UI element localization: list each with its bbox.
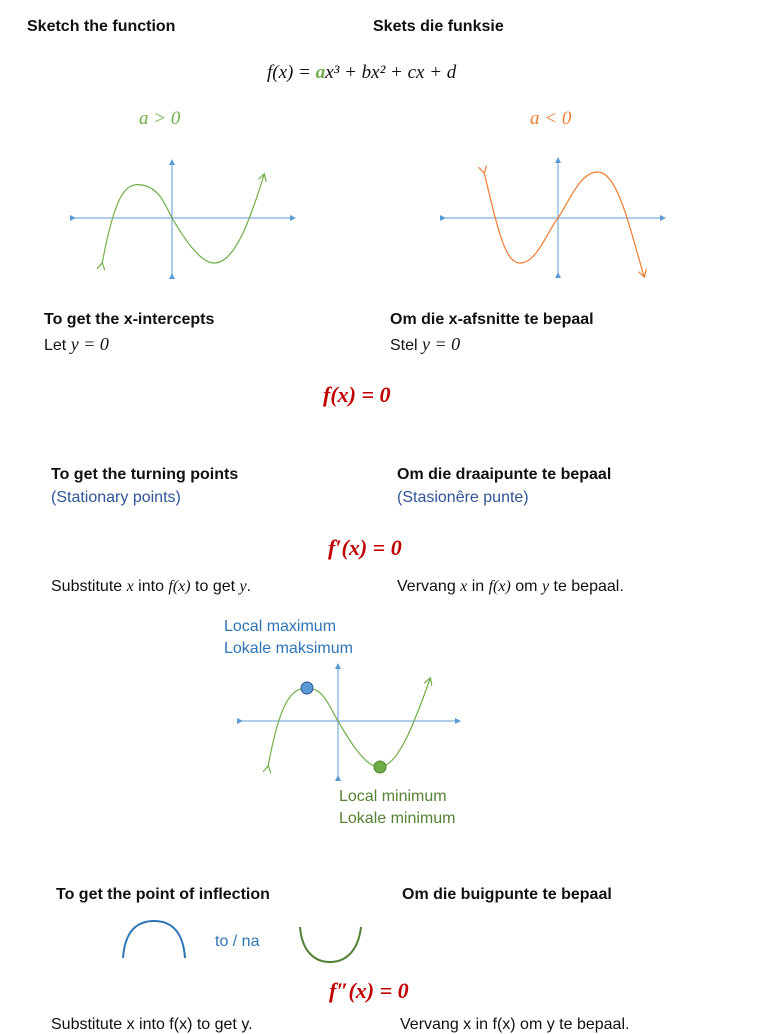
- x-intercepts-title-en: To get the x-intercepts: [44, 311, 215, 328]
- sub-en-p1: Substitute: [51, 578, 127, 595]
- sub-en-y: y: [239, 578, 247, 595]
- local-min-af: Lokale minimum: [339, 810, 456, 827]
- sub-af-p3: om: [510, 578, 542, 595]
- positive-a-label: a > 0: [139, 108, 181, 129]
- stel-word: Stel: [390, 337, 418, 354]
- sub-en-p3: to get: [190, 578, 240, 595]
- concave-down-arc: [123, 921, 185, 958]
- sub-af-x: x: [460, 578, 468, 595]
- local-max-af: Lokale maksimum: [224, 640, 353, 657]
- sub-af-p2: in: [467, 578, 489, 595]
- formula-a: a: [315, 62, 326, 83]
- sub-en-fx: f(x): [168, 578, 191, 595]
- inflection-equation: f″(x) = 0: [329, 978, 409, 1003]
- turning-points-title-en: To get the turning points: [51, 466, 239, 483]
- formula-rest: x³ + bx² + cx + d: [325, 62, 457, 83]
- inflection-title-af: Om die buigpunte te bepaal: [402, 886, 612, 903]
- inflection-substitute-af: Vervang x in f(x) om y te bepaal.: [400, 1016, 630, 1033]
- sub-en-p2: into: [133, 578, 169, 595]
- sub-af-p4: te bepaal.: [549, 578, 624, 595]
- local-max-en: Local maximum: [224, 618, 337, 635]
- x-intercepts-title-af: Om die x-afsnitte te bepaal: [390, 311, 594, 328]
- to-na-label: to / na: [215, 933, 260, 950]
- negative-a-label: a < 0: [530, 108, 572, 129]
- heading-af: Skets die funksie: [373, 18, 504, 35]
- let-equation: y = 0: [70, 334, 109, 354]
- x-intercepts-equation: f(x) = 0: [323, 382, 391, 407]
- formula-lhs: f(x) =: [267, 62, 316, 83]
- sub-en-p4: .: [246, 578, 252, 595]
- let-word: Let: [44, 337, 67, 354]
- sub-af-p1: Vervang: [397, 578, 461, 595]
- inflection-title-en: To get the point of inflection: [56, 886, 270, 903]
- concave-up-arc: [300, 927, 361, 962]
- sub-en-x: x: [126, 578, 134, 595]
- inflection-substitute-en: Substitute x into f(x) to get y.: [51, 1016, 253, 1033]
- stel-equation: y = 0: [422, 334, 461, 354]
- turning-points-equation: f′(x) = 0: [328, 535, 402, 560]
- local-min-en: Local minimum: [339, 788, 447, 805]
- turning-points-sub-af: (Stasionêre punte): [397, 489, 529, 506]
- sub-af-fx: f(x): [488, 578, 511, 595]
- heading-en: Sketch the function: [27, 18, 176, 35]
- turning-points-title-af: Om die draaipunte te bepaal: [397, 466, 612, 483]
- sub-af-y: y: [541, 578, 550, 595]
- turning-points-sub-en: (Stationary points): [51, 489, 181, 506]
